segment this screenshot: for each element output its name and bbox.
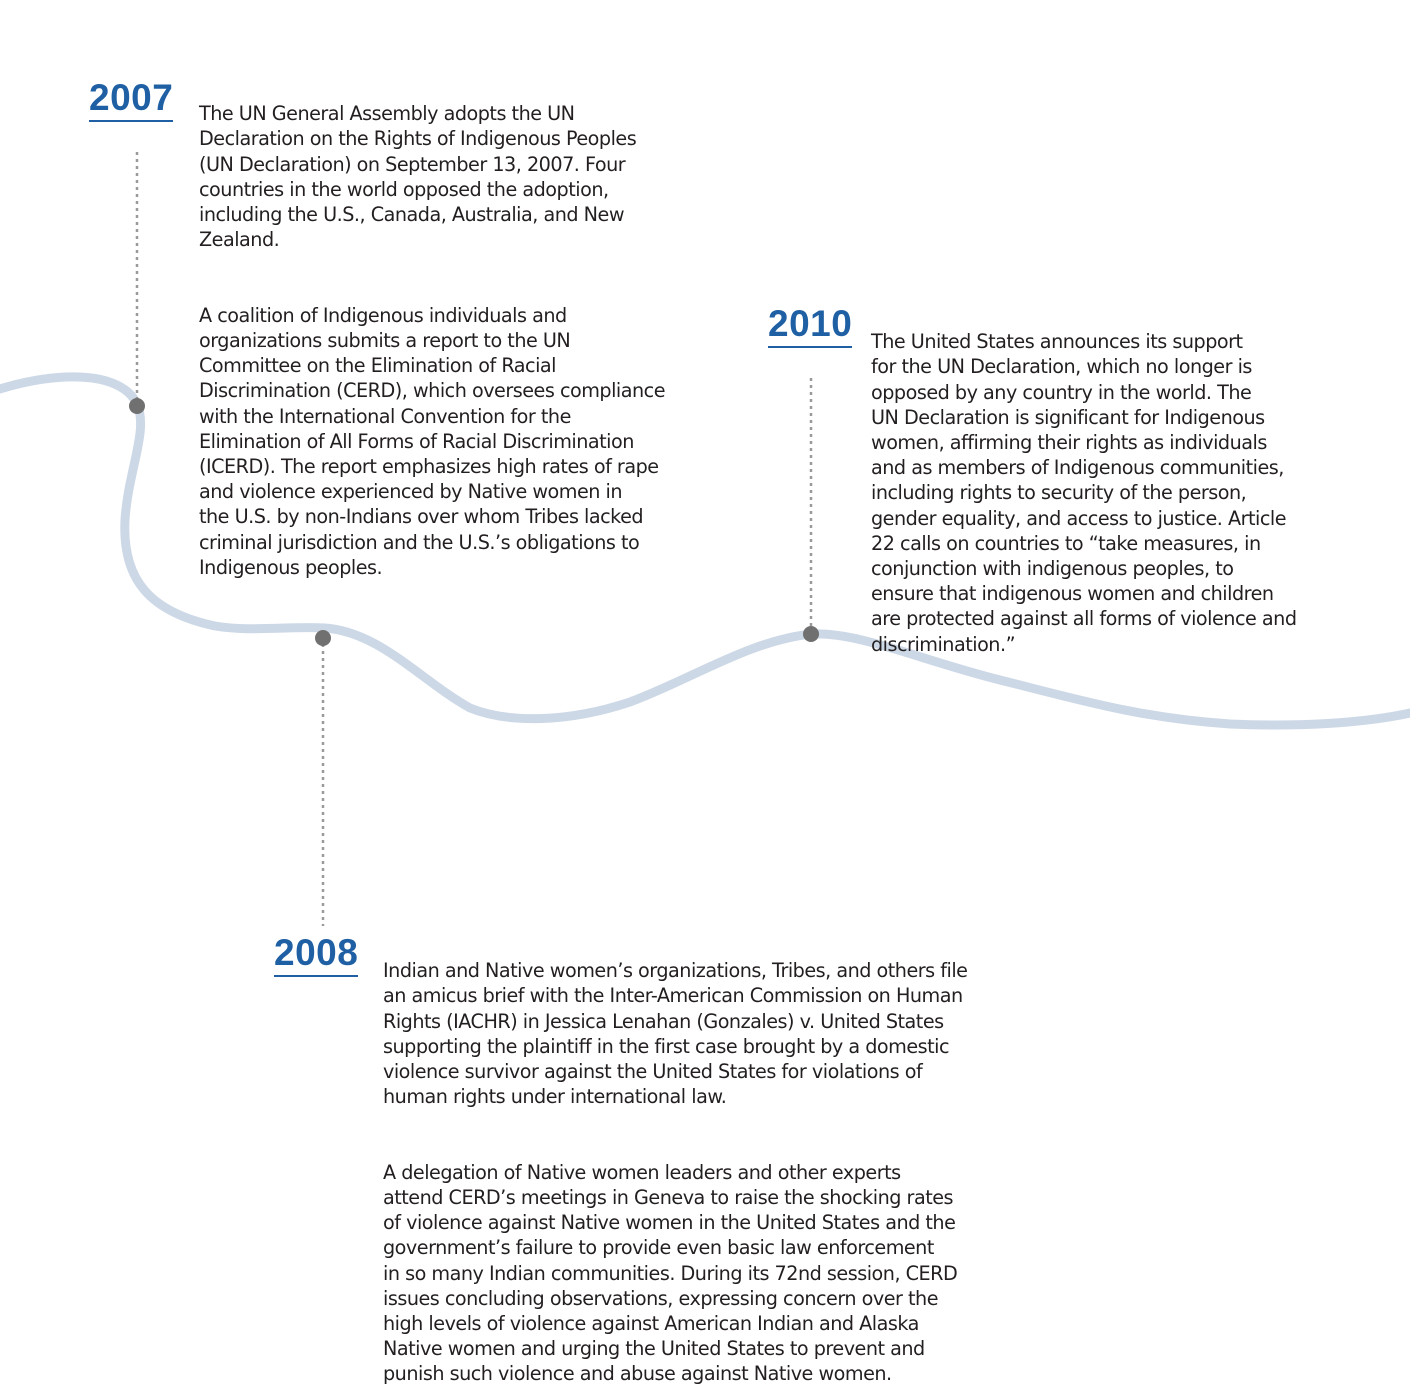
- year-label-2007: 2007: [89, 78, 173, 122]
- event-text-2007: [199, 76, 739, 605]
- event-text-2008: [383, 933, 1083, 1395]
- year-label-2010: 2010: [768, 304, 852, 348]
- milestone-dot-2007: [129, 398, 145, 414]
- milestone-dot-2008: [315, 630, 331, 646]
- event-paragraph: The UN General Assembly adopts the UN Declaration on the Rights of Indigenous Peoples (UN Declaration) on September 13, 2007. Four countries in the world opposed the adoption, including the U.S., Canada, Australia, and New Zealand.: [199, 102, 637, 252]
- event-paragraph: Indian and Native women’s organizations, Tribes, and others file an amicus brief with the Inter-American Commission on Human Rights (IACHR) in Jessica Lenahan (Gonzales) v. United States supporting the plaintiff in the first case brought by a domestic violence survivor against the United States for violations of human rights under international law.: [383, 959, 968, 1109]
- event-text-2010: [871, 304, 1406, 682]
- year-label-2008: 2008: [274, 933, 358, 977]
- milestone-dot-2010: [803, 626, 819, 642]
- event-paragraph: A coalition of Indigenous individuals and organizations submits a report to the UN Committee on the Elimination of Racial Discrimination (CERD), which oversees compliance with the International Convention for the Elimination of All Forms of Racial Discrimination (ICERD). The report emphasizes high rates of rape and violence experienced by Native women in the U.S. by non-Indians over whom Tribes lacked criminal jurisdiction and the U.S.’s obligations to Indigenous peoples.: [199, 303, 666, 579]
- event-paragraph: The United States announces its support for the UN Declaration, which no longer is opposed by any country in the world. The UN Declaration is significant for Indigenous women, affirming their rights as individuals and as members of Indigenous communities, including rights to security of the person, gender equality, and access to justice. Article 22 calls on countries to “take measures, in conjunction with indigenous peoples, to ensure that indigenous women and children are protected against all forms of violence and discrimination.”: [871, 330, 1297, 656]
- event-paragraph: A delegation of Native women leaders and other experts attend CERD’s meetings in Geneva to raise the shocking rates of violence against Native women in the United States and the government’s failure to provide even basic law enforcement in so many Indian communities. During its 72nd session, CERD issues concluding observations, expressing concern over the high levels of violence against American Indian and Alaska Native women and urging the United States to prevent and punish such violence and abuse against Native women.: [383, 1160, 958, 1386]
